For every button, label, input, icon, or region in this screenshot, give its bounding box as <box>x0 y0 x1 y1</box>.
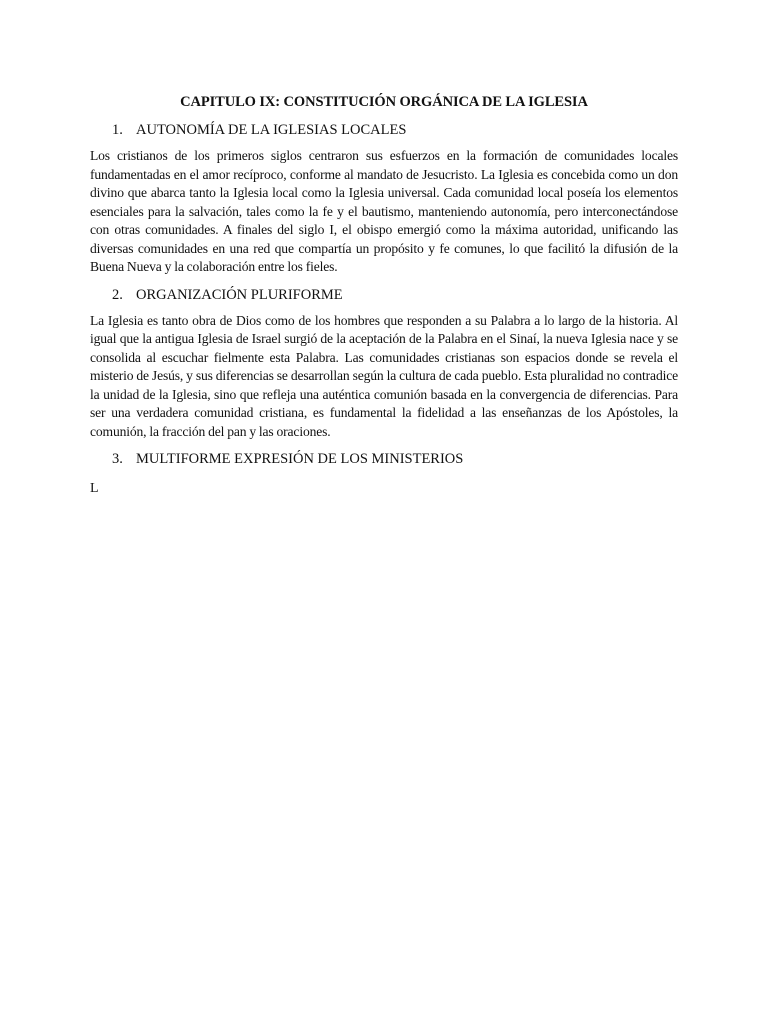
section-number: 1. <box>112 122 123 138</box>
section-paragraph-1: Los cristianos de los primeros siglos centraron sus esfuerzos en la formación de comunidades locales fundamentadas en el amor recíproco, conforme al mandato de Jesucristo. La Iglesia es concebida como un don divino que abarca tanto la Iglesia local como la Iglesia universal. Cada comunidad local poseía los elementos esenciales para la salvación, tales como la fe y el bautismo, manteniendo autonomía, pero interconectándose con otras comunidades. A finales del siglo I, el obispo emergió como la máxima autoridad, unificando las diversas comunidades en una red que compartía un propósito y fe comunes, lo que facilitó la difusión de la Buena Nueva y la colaboración entre los fieles. <box>90 148 678 274</box>
section-heading-1 <box>112 120 678 140</box>
chapter-title: CAPITULO IX: CONSTITUCIÓN ORGÁNICA DE LA IGLESIA <box>180 94 588 110</box>
section-heading-text: AUTONOMÍA DE LA IGLESIAS LOCALES <box>136 122 407 138</box>
section-paragraph-2: La Iglesia es tanto obra de Dios como de los hombres que responden a su Palabra a lo largo de la historia. Al igual que la antigua Iglesia de Israel surgió de la aceptación de la Palabra en el Sinaí, la nueva Iglesia nace y se consolida al escuchar fielmente esta Palabra. Las comunidades cristianas son espacios donde se revela el misterio de Jesús, y sus diferencias se desarrollan según la cultura de cada pueblo. Esta pluralidad no contradice la unidad de la Iglesia, sino que refleja una auténtica comunión basada en la convergencia de diferencias. Para ser una verdadera comunidad cristiana, es fundamental la fidelidad a las enseñanzas de los Apóstoles, la comunión, la fracción del pan y las oraciones. <box>90 312 678 439</box>
trailing-text: L <box>90 481 99 496</box>
section-heading-2 <box>112 285 678 305</box>
section-heading-3 <box>112 449 678 469</box>
section-number: 2. <box>112 286 123 303</box>
section-heading-text: MULTIFORME EXPRESIÓN DE LOS MINISTERIOS <box>136 451 464 467</box>
section-number: 3. <box>112 451 123 467</box>
section-heading-text: ORGANIZACIÓN PLURIFORME <box>136 286 343 303</box>
